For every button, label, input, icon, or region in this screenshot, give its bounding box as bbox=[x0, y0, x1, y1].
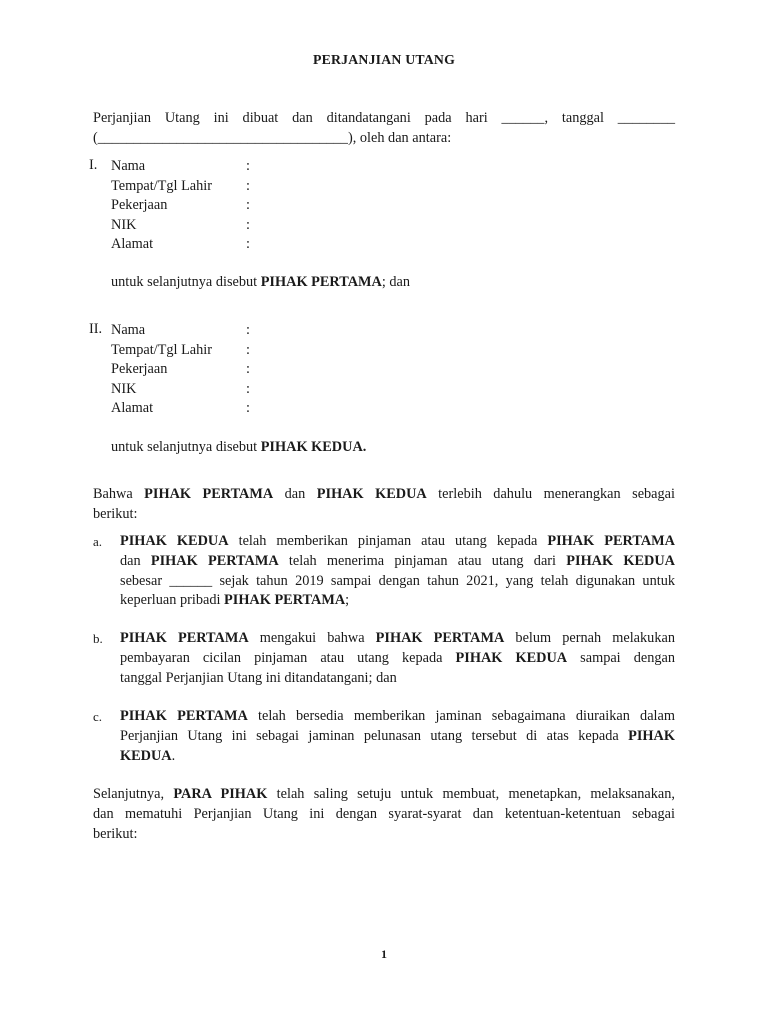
text-run: telah menerima pinjaman atau utang dari bbox=[278, 552, 567, 569]
recital-line bbox=[120, 649, 675, 669]
bold-run: PIHAK PERTAMA bbox=[144, 486, 274, 502]
party-numeral: II. bbox=[89, 321, 103, 337]
field-label: Alamat bbox=[111, 236, 154, 252]
bold-run: PIHAK PERTAMA bbox=[150, 552, 279, 569]
intro-paragraph bbox=[93, 108, 675, 148]
bold-run: KEDUA bbox=[120, 747, 172, 764]
closing-line-3: berikut: bbox=[93, 826, 138, 842]
field-label: Tempat/Tgl Lahir bbox=[111, 341, 213, 358]
field-nama bbox=[111, 157, 411, 177]
text-run: Perjanjian Utang ini sebagai jaminan pelunasan utang tersebut di atas kepada bbox=[120, 727, 629, 744]
recital-line: tanggal Perjanjian Utang ini ditandatangani; dan bbox=[120, 669, 397, 686]
party-first-designation bbox=[111, 272, 410, 292]
field-colon: : bbox=[246, 197, 250, 213]
text-run: telah memberikan pinjaman atau utang kepada bbox=[228, 533, 548, 549]
recital-line bbox=[120, 591, 675, 611]
field-label: NIK bbox=[111, 216, 137, 233]
intro-line-2: (___________________________________), oleh dan antara: bbox=[93, 130, 452, 146]
bold-run: PIHAK KEDUA bbox=[566, 552, 675, 569]
field-colon: : bbox=[246, 361, 250, 377]
field-colon: : bbox=[246, 216, 250, 233]
document-title: PERJANJIAN UTANG bbox=[312, 52, 456, 67]
recital-line bbox=[120, 707, 675, 727]
bold-run: PIHAK PERTAMA bbox=[375, 630, 505, 646]
field-nik bbox=[111, 380, 411, 400]
designation-prefix: untuk selanjutnya disebut bbox=[111, 274, 261, 290]
bold-run: PIHAK bbox=[628, 727, 675, 744]
text-run: Bahwa bbox=[93, 486, 145, 502]
field-tempat-tgl-lahir bbox=[111, 177, 411, 197]
bold-run: PIHAK PERTAMA bbox=[224, 592, 346, 609]
text-run: terlebih dahulu menerangkan sebagai bbox=[426, 486, 675, 502]
field-label: Pekerjaan bbox=[111, 197, 168, 213]
field-label: Tempat/Tgl Lahir bbox=[111, 177, 213, 194]
text-run: pembayaran cicilan pinjaman atau utang kepada bbox=[120, 649, 456, 666]
recital-line: sebesar ______ sejak tahun 2019 sampai dengan tahun 2021, yang telah digunakan untuk bbox=[120, 572, 675, 589]
text-run: dan bbox=[273, 486, 317, 502]
text-run: . bbox=[171, 747, 176, 764]
field-colon: : bbox=[246, 236, 250, 252]
recital-line bbox=[120, 629, 675, 649]
list-marker: c. bbox=[93, 709, 103, 724]
field-tempat-tgl-lahir bbox=[111, 341, 411, 361]
field-label: Alamat bbox=[111, 400, 154, 416]
field-pekerjaan bbox=[111, 360, 411, 380]
recital-line bbox=[120, 532, 675, 552]
party-numeral: I. bbox=[89, 157, 98, 173]
page-number: 1 bbox=[381, 947, 387, 961]
list-marker: b. bbox=[93, 631, 103, 646]
field-alamat bbox=[111, 235, 411, 255]
field-colon: : bbox=[246, 380, 250, 397]
bold-run: PIHAK PERTAMA bbox=[120, 708, 248, 724]
designation-suffix: ; dan bbox=[381, 274, 411, 290]
field-colon: : bbox=[246, 158, 250, 174]
closing-paragraph bbox=[93, 784, 675, 844]
party-second-designation bbox=[111, 437, 366, 457]
designation-prefix: untuk selanjutnya disebut bbox=[111, 439, 261, 455]
closing-line-1 bbox=[93, 784, 675, 804]
field-label: Nama bbox=[111, 158, 146, 174]
bold-run: PIHAK PERTAMA bbox=[120, 630, 249, 646]
text-run: mengakui bahwa bbox=[248, 630, 376, 646]
field-colon: : bbox=[246, 341, 250, 358]
list-marker: a. bbox=[93, 534, 103, 549]
text-run: dan bbox=[120, 552, 151, 569]
field-colon: : bbox=[246, 177, 250, 194]
recital-item-text bbox=[120, 532, 675, 611]
recital-intro-paragraph bbox=[93, 484, 675, 524]
text-run: ; bbox=[345, 592, 350, 609]
field-label: NIK bbox=[111, 380, 137, 397]
recital-item-text bbox=[120, 629, 675, 688]
recital-line bbox=[120, 552, 675, 572]
field-pekerjaan bbox=[111, 196, 411, 216]
field-nama bbox=[111, 321, 411, 341]
field-label: Nama bbox=[111, 322, 146, 338]
bold-run: PIHAK PERTAMA bbox=[547, 533, 675, 549]
identity-fields bbox=[111, 157, 411, 255]
text-run: sampai dengan bbox=[567, 649, 675, 666]
designation-name: PIHAK PERTAMA bbox=[260, 274, 382, 290]
bold-run: PIHAK KEDUA bbox=[455, 649, 568, 666]
text-run: telah bersedia memberikan jaminan sebagaimana diuraikan dalam bbox=[247, 708, 675, 724]
field-label: Pekerjaan bbox=[111, 361, 168, 377]
text-run: keperluan pribadi bbox=[120, 592, 225, 609]
identity-fields bbox=[111, 321, 411, 419]
text-run: belum pernah melakukan bbox=[504, 630, 675, 646]
text-run: Selanjutnya, bbox=[93, 786, 174, 802]
designation-name: PIHAK KEDUA. bbox=[260, 439, 367, 455]
field-colon: : bbox=[246, 400, 250, 416]
recital-intro-line-1 bbox=[93, 484, 675, 504]
intro-line-1: Perjanjian Utang ini dibuat dan ditandatangani pada hari ______, tanggal ________ bbox=[93, 110, 675, 126]
bold-run: PIHAK KEDUA bbox=[316, 486, 427, 502]
field-alamat bbox=[111, 399, 411, 419]
recital-line bbox=[120, 727, 675, 747]
recital-line bbox=[120, 747, 675, 767]
closing-line-2: dan mematuhi Perjanjian Utang ini dengan syarat-syarat dan ketentuan-ketentuan sebagai bbox=[93, 806, 675, 822]
field-colon: : bbox=[246, 322, 250, 338]
bold-run: PIHAK KEDUA bbox=[120, 533, 229, 549]
bold-run: PARA PIHAK bbox=[173, 786, 268, 802]
text-run: telah saling setuju untuk membuat, menetapkan, melaksanakan, bbox=[267, 786, 675, 802]
recital-item-text bbox=[120, 707, 675, 766]
recital-intro-line-2: berikut: bbox=[93, 506, 138, 522]
field-nik bbox=[111, 216, 411, 236]
